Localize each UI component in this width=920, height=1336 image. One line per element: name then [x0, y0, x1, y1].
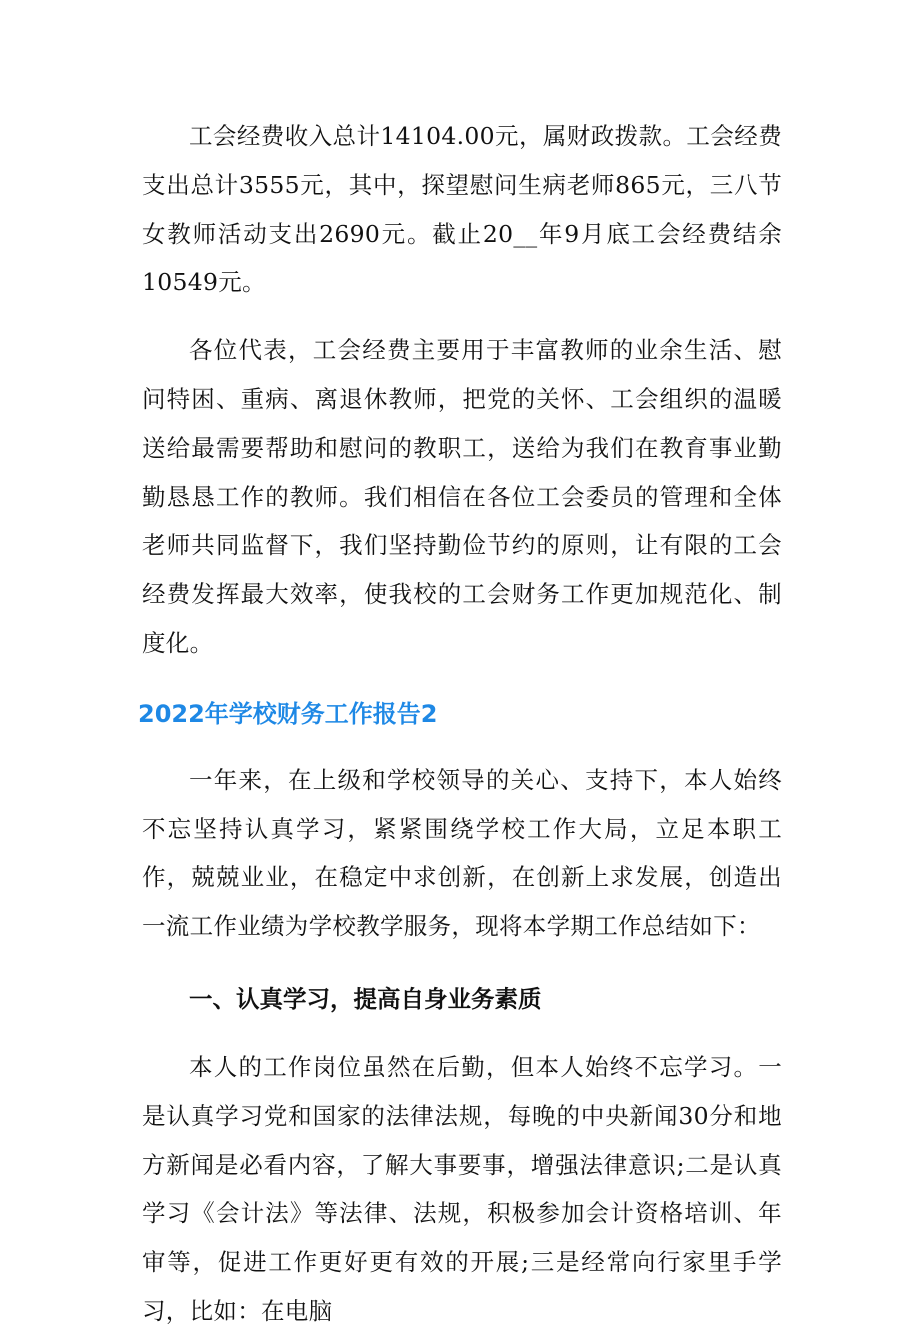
paragraph-union-funds-summary: 工会经费收入总计14104.00元，属财政拨款。工会经费支出总计3555元，其中，探望慰问生病老师865元，三八节女教师活动支出2690元。截止20__年9月底工会经费结余10549元。	[142, 122, 782, 297]
paragraph-study-details: 本人的工作岗位虽然在后勤，但本人始终不忘学习。一是认真学习党和国家的法律法规，每晚的中央新闻30分和地方新闻是必看内容，了解大事要事，增强法律意识;二是认真学习《会计法》等法律、法规，积极参加会计资格培训、年审等，促进工作更好更有效的开展;三是经常向行家里手学习，比如：在电脑	[142, 1052, 782, 1325]
paragraph-union-funds-usage: 各位代表，工会经费主要用于丰富教师的业余生活、慰问特困、重病、离退休教师，把党的关怀、工会组织的温暖送给最需要帮助和慰问的教职工，送给为我们在教育事业勤勤恳恳工作的教师。我们相信在各位工会委员的管理和全体老师共同监督下，我们坚持勤俭节约的原则，让有限的工会经费发挥最大效率，使我校的工会财务工作更加规范化、制度化。	[142, 336, 782, 657]
section-heading: 2022年学校财务工作报告2	[138, 699, 438, 728]
document-page	[138, 112, 782, 1336]
subsection-heading: 一、认真学习，提高自身业务素质	[189, 984, 542, 1013]
paragraph-year-overview: 一年来，在上级和学校领导的关心、支持下，本人始终不忘坚持认真学习，紧紧围绕学校工作大局，立足本职工作，兢兢业业，在稳定中求创新，在创新上求发展，创造出一流工作业绩为学校教学服务，现将本学期工作总结如下：	[142, 765, 782, 941]
